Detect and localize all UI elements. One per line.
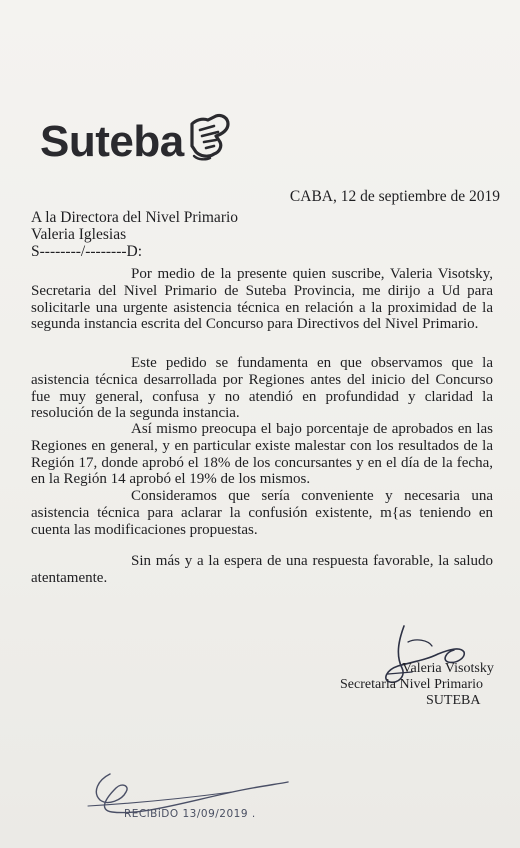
- signer-name: Valeria Visotsky: [402, 661, 494, 676]
- logo-wordmark: Suteba: [40, 117, 184, 166]
- paragraph-request: Por medio de la presente quien suscribe, Valeria Visotsky, Secretaria del Nivel Primario de Suteba Provincia, me dirijo a Ud para solicitarle una urgente asistencia técnica en relación a la proximidad de la segunda instancia escrita del Concurso para Directivos del Nivel Primario.: [31, 266, 493, 333]
- recipient-salutation: S--------/--------D:: [31, 243, 143, 260]
- letterhead-logo: [40, 108, 234, 164]
- signer-organization: SUTEBA: [426, 693, 481, 708]
- signer-role: Secretaria Nivel Primario: [340, 677, 484, 692]
- paragraph-results: Así mismo preocupa el bajo porcentaje de aprobados en las Regiones en general, y en particular existe malestar con los resultados de la Región 17, donde aprobó el 18% de los concursantes y en el día de la fecha, en la Región 14 aprobó el 19% de los mismos.: [31, 421, 493, 488]
- paragraph-justification: Este pedido se fundamenta en que observamos que la asistencia técnica desarrollada por Regiones antes del inicio del Concurso fue muy general, confusa y no atendió en profundidad y claridad la resolución de la segunda instancia.: [31, 355, 493, 422]
- received-stamp-note: RECiBiDO 13/09/2019 .: [124, 808, 256, 820]
- recipient-block: [31, 209, 238, 260]
- handshake-icon: [186, 112, 234, 162]
- signature-block: [340, 661, 494, 709]
- paragraph-proposal: Consideramos que sería conveniente y necesaria una asistencia técnica para aclarar la confusión existente, m{as teniendo en cuenta las modificaciones propuestas.: [31, 488, 493, 538]
- recipient-name: Valeria Iglesias: [31, 226, 127, 243]
- letter-date: CABA, 12 de septiembre de 2019: [289, 188, 500, 205]
- paragraph-closing: Sin más y a la espera de una respuesta favorable, la saludo atentamente.: [31, 553, 493, 586]
- recipient-title: A la Directora del Nivel Primario: [31, 209, 239, 226]
